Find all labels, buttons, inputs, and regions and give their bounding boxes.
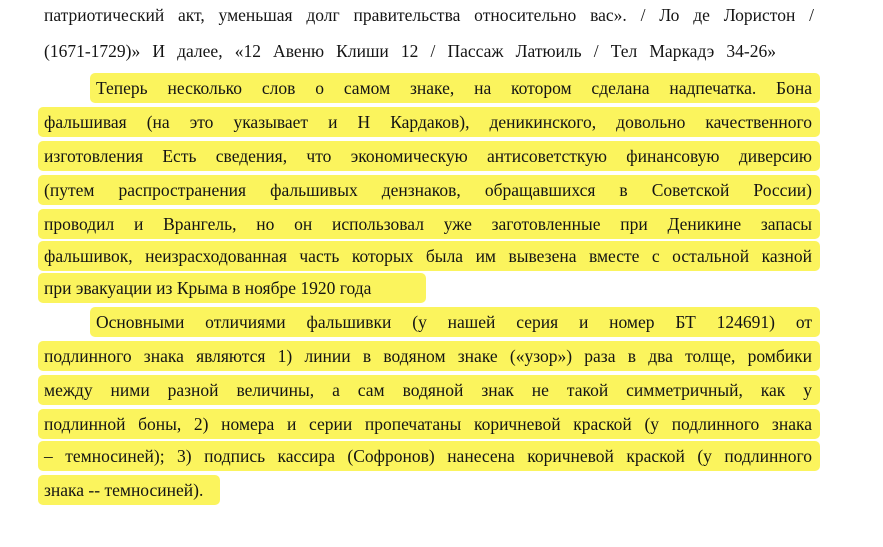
highlighted-text-line: изготовления Есть сведения, что экономическую антисоветсткую финансовую диверсию — [40, 143, 818, 169]
highlighted-text-line: между ними разной величины, а сам водяной знак не такой симметричный, как у — [40, 377, 818, 403]
text-line: патриотический акт, уменьшая долг правительства относительно вас». / Ло де Лористон / — [44, 5, 814, 25]
highlighted-text-line: фальшивок, неизрасходованная часть которых была им вывезена вместе с остальной казной — [40, 243, 818, 269]
text-line: (1671-1729)» И далее, «12 Авеню Клиши 12 / Пассаж Латюиль / Тел Маркадэ 34-26» — [44, 41, 776, 61]
highlighted-text-line: Основными отличиями фальшивки (у нашей серия и номер БТ 124691) от — [92, 309, 818, 335]
highlighted-text-line: (путем распространения фальшивых дензнаков, обращавшихся в Советской России) — [40, 177, 818, 203]
highlighted-text-line: фальшивая (на это указывает и Н Кардаков), деникинского, довольно качественного — [40, 109, 818, 135]
highlighted-text-line: при эвакуации из Крыма в ноябре 1920 года — [40, 275, 424, 301]
highlighted-text-line: знака -- темносиней). — [40, 477, 218, 503]
highlighted-text-line: проводил и Врангель, но он использовал уже заготовленные при Деникине запасы — [40, 211, 818, 237]
highlighted-text-line: – темносиней); 3) подпись кассира (Софронов) нанесена коричневой краской (у подлинного — [40, 443, 818, 469]
highlighted-text-line: Теперь несколько слов о самом знаке, на котором сделана надпечатка. Бона — [92, 75, 818, 101]
highlighted-text-line: подлинной боны, 2) номера и серии пропечатаны коричневой краской (у подлинного знака — [40, 411, 818, 437]
highlighted-text-line: подлинного знака являются 1) линии в водяном знаке («узор») раза в два толще, ромбики — [40, 343, 818, 369]
